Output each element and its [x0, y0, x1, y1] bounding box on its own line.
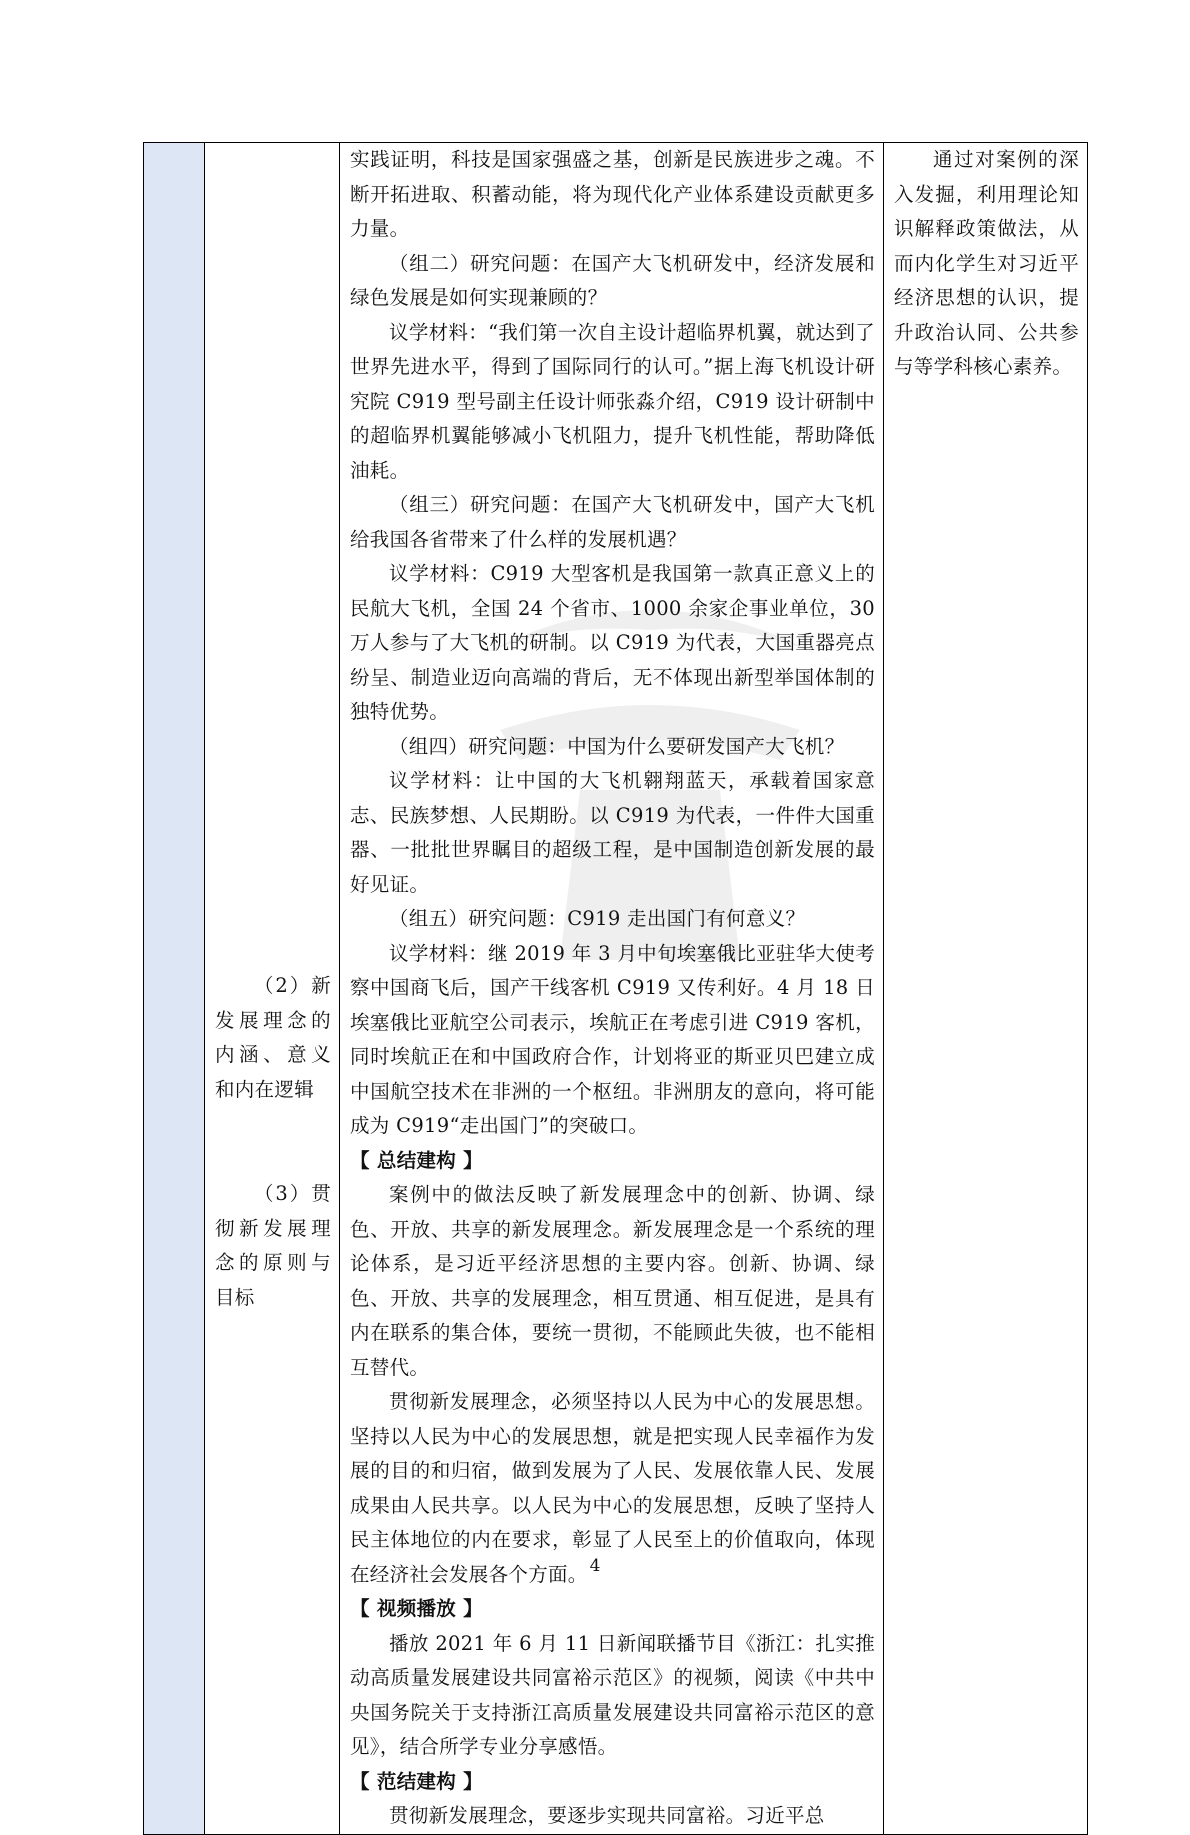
material-paragraph: 议学材料：“我们第一次自主设计超临界机翼，就达到了世界先进水平，得到了国际同行的认可。”据上海飞机设计研究院 C919 型号副主任设计师张淼介绍，C919 设计研制中的超临界机翼能够减小飞机阻力，提升飞机性能，帮助降低油耗。: [350, 320, 875, 482]
group-question: （组五）研究问题：C919 走出国门有何意义？: [389, 907, 806, 930]
material-paragraph: 议学材料：C919 大型客机是我国第一款真正意义上的民航大飞机，全国 24 个省市、1000 余家企事业单位，30 万人参与了大飞机的研制。以 C919 为代表，大国重器亮点纷呈、制造业迈向高端的背后，无不体现出新型举国体制的独特优势。: [350, 562, 875, 723]
group-question: （组三）研究问题：在国产大飞机研发中，国产大飞机给我国各省带来了什么样的发展机遇？: [350, 493, 875, 551]
group-question: （组四）研究问题：中国为什么要研发国产大飞机？: [389, 734, 845, 758]
material-paragraph: 议学材料：继 2019 年 3 月中旬埃塞俄比亚驻华大使考察中国商飞后，国产干线客机 C919 又传利好。4 月 18 日埃塞俄比亚航空公司表示，埃航正在考虑引进 C919 客机，同时埃航正在和中国政府合作，计划将亚的斯亚贝巴建立成中国航空技术在非洲的一个枢纽。非洲朋友的意向，将可能成为 C919“走出国门”的突破口。: [350, 941, 875, 1137]
summary-paragraph: 贯彻新发展理念，必须坚持以人民为中心的发展思想。坚持以人民为中心的发展思想，就是把实现人民幸福作为发展的目的和归宿，做到发展为了人民、发展依靠人民、发展成果由人民共享。以人民为中心的发展思想，反映了坚持人民主体地位的内在要求，彰显了人民至上的价值取向，体现在经济社会发展各个方面。: [350, 1390, 875, 1586]
section-heading: 【 总结建构 】: [350, 1148, 483, 1172]
goal-text: 通过对案例的深入发掘，利用理论知识解释政策做法，从而内化学生对习近平经济思想的认识，提升政治认同、公共参与等学科核心素养。: [894, 148, 1079, 378]
table-row: [144, 143, 1088, 1835]
paragraph: 贯彻新发展理念，要逐步实现共同富裕。习近平总: [389, 1804, 825, 1827]
paragraph: 实践证明，科技是国家强盛之基，创新是民族进步之魂。不断开拓进取、积蓄动能，将为现代化产业体系建设贡献更多力量。: [350, 148, 875, 240]
activity-column: [340, 143, 884, 1835]
summary-paragraph: 案例中的做法反映了新发展理念中的创新、协调、绿色、开放、共享的新发展理念。新发展理念是一个系统的理论体系，是习近平经济思想的主要内容。创新、协调、绿色、开放、共享的发展理念，相互贯通、相互促进，是具有内在联系的集合体，要统一贯彻，不能顾此失彼，也不能相互替代。: [350, 1183, 875, 1379]
lesson-plan-table: [143, 142, 1088, 1835]
material-paragraph: 议学材料：让中国的大飞机翱翔蓝天，承载着国家意志、民族梦想、人民期盼。以 C919 为代表，一件件大国重器、一批批世界瞩目的超级工程，是中国制造创新发展的最好见证。: [350, 769, 875, 896]
left-label-2: （3）贯彻新发展理念的原则与目标: [215, 1182, 331, 1309]
knowledge-column: [205, 143, 340, 1835]
group-question: （组二）研究问题：在国产大飞机研发中，经济发展和绿色发展是如何实现兼顾的？: [350, 251, 875, 309]
page-number: 4: [589, 1556, 601, 1576]
design-intent-column: [884, 143, 1088, 1835]
video-paragraph: 播放 2021 年 6 月 11 日新闻联播节目《浙江：扎实推动高质量发展建设共同富裕示范区》的视频，阅读《中共中央国务院关于支持浙江高质量发展建设共同富裕示范区的意见》，结合所学专业分享感悟。: [350, 1631, 875, 1758]
section-heading: 【 范结建构 】: [350, 1769, 483, 1793]
phase-column: [144, 143, 205, 1835]
section-heading: 【 视频播放 】: [350, 1597, 483, 1620]
left-label-1: （2）新发展理念的内涵、意义和内在逻辑: [215, 974, 331, 1101]
